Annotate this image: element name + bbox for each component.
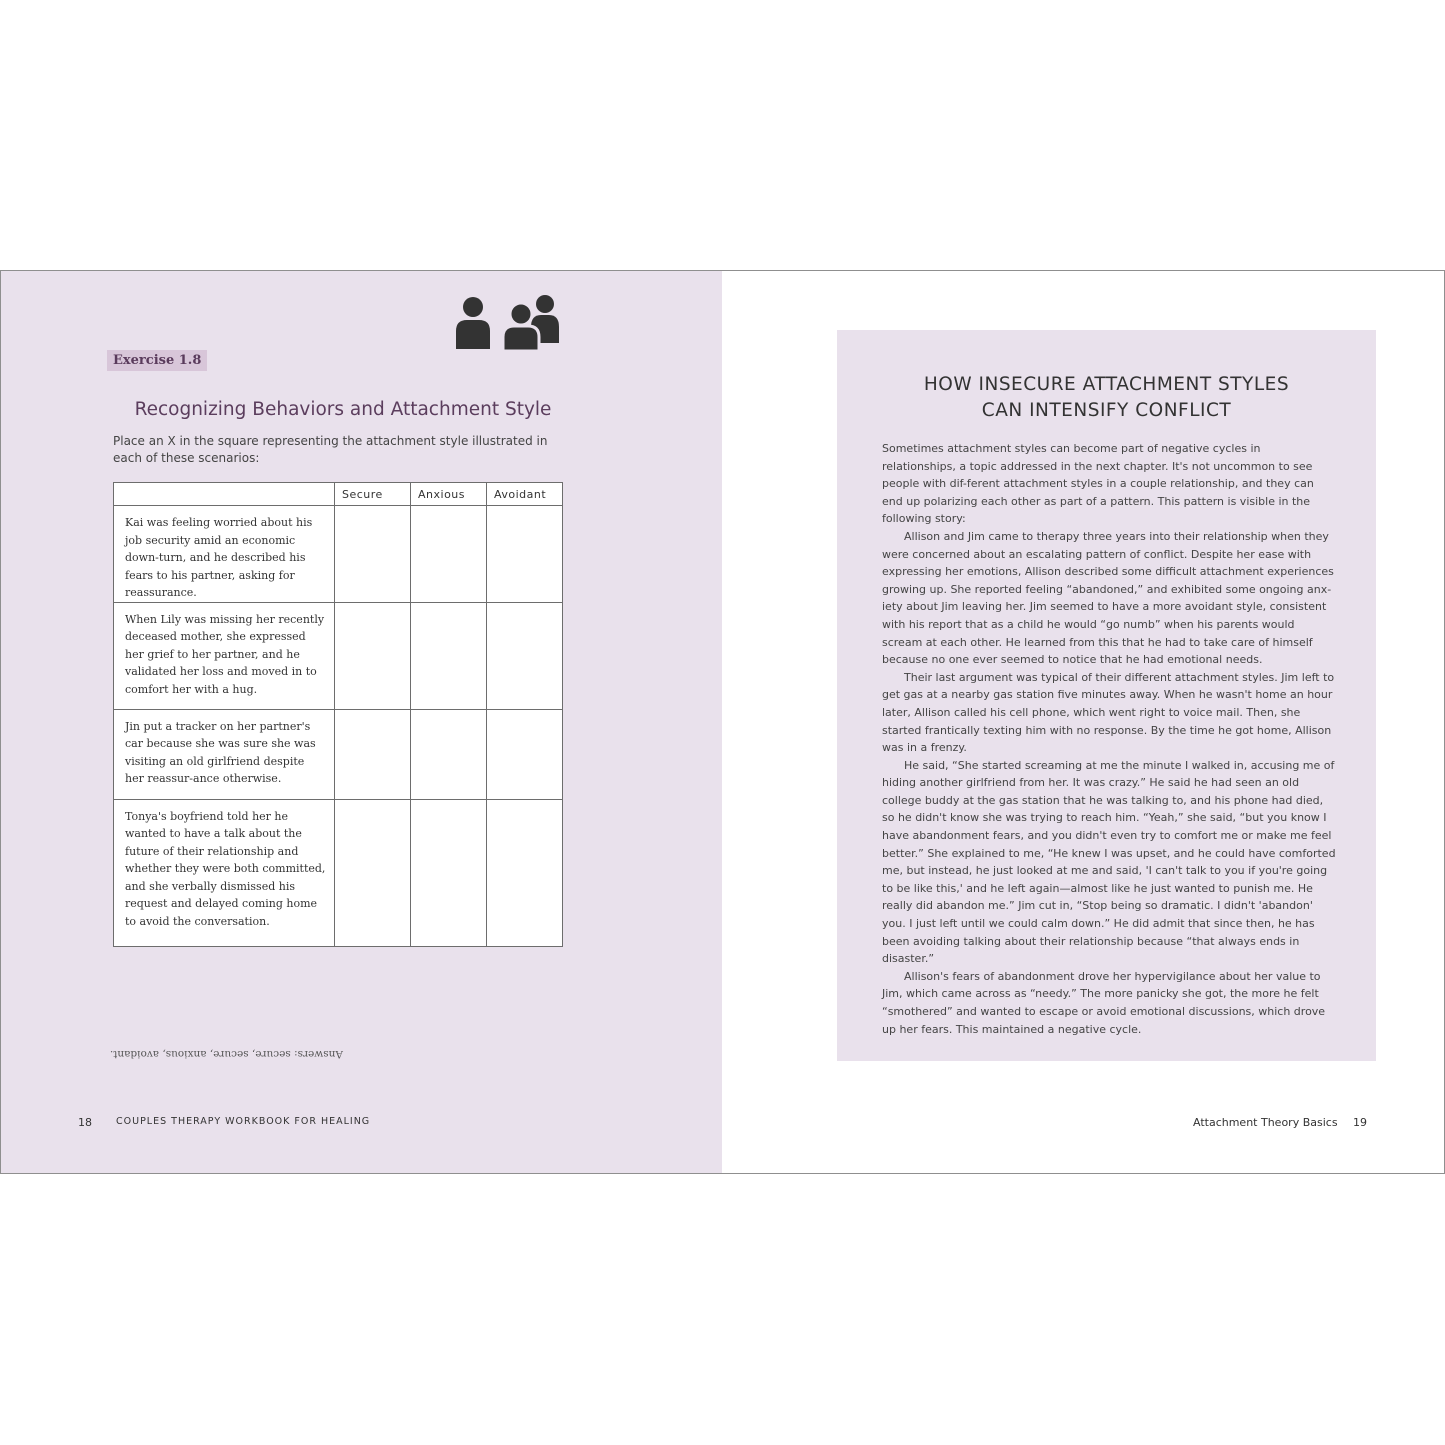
secure-checkbox-cell[interactable]: [335, 709, 411, 799]
scenario-cell: When Lily was missing her recently deceased mother, she expressed her grief to her partner, and he validated her loss and moved in to comfort her with a hug.: [114, 602, 335, 709]
secure-checkbox-cell[interactable]: [335, 799, 411, 946]
running-head-right: Attachment Theory Basics: [1193, 1116, 1338, 1129]
book-spread: [0, 270, 1445, 1174]
column-header-scenario: [114, 483, 335, 506]
paragraph: Sometimes attachment styles can become part of negative cycles in relationships, a topic addressed in the next chapter. It's not uncommon to see people with dif-ferent attachment styles in a couple relationship, and they can end up polarizing each other as part of a pattern. This pattern is visible in the following story:: [882, 442, 1314, 526]
avoidant-checkbox-cell[interactable]: [487, 709, 563, 799]
running-head-left: COUPLES THERAPY WORKBOOK FOR HEALING: [116, 1116, 371, 1127]
table-row: [114, 799, 563, 946]
sidebar-title-line-1: HOW INSECURE ATTACHMENT STYLES: [923, 374, 1290, 395]
table-row: [114, 709, 563, 799]
column-header-avoidant: Avoidant: [487, 483, 563, 506]
paragraph: He said, “She started screaming at me the minute I walked in, accusing me of hiding another girlfriend from her. It was crazy.” He said he had seen an old college buddy at the gas station that he was talking to, and his phone had died, so he didn't know she was trying to reach him. “Yeah,” she said, “but you know I have abandonment fears, and you didn't even try to comfort me or make me feel better.” She explained to me, “He knew I was upset, and he could have comforted me, but instead, he just looked at me and said, 'I can't talk to you if you're going to be like this,' and he left again—almost like he just wanted to punish me. He really did abandon me.” Jim cut in, “Stop being so dramatic. I didn't 'abandon' you. I just left until we could calm down.” He did admit that since then, he has been avoiding talking about their relationship because “that always ends in disaster.”: [882, 758, 1336, 966]
column-header-anxious: Anxious: [411, 483, 487, 506]
table-row: [114, 506, 563, 603]
paragraph: Their last argument was typical of their different attachment styles. Jim left to get gas at a nearby gas station five minutes away. When he wasn't home an hour later, Allison called his cell phone, which went right to voice mail. Then, she started frantically texting him with no response. By the time he got home, Allison was in a frenzy.: [882, 670, 1335, 755]
upside-down-answers: Answers: secure, secure, anxious, avoidant.: [109, 1048, 343, 1060]
secure-checkbox-cell[interactable]: [335, 506, 411, 603]
avoidant-checkbox-cell[interactable]: [487, 506, 563, 603]
left-page: [1, 271, 722, 1173]
table-header-row: [114, 483, 563, 506]
exercise-title: Recognizing Behaviors and Attachment Style: [134, 399, 552, 420]
avoidant-checkbox-cell[interactable]: [487, 799, 563, 946]
anxious-checkbox-cell[interactable]: [411, 602, 487, 709]
scenario-cell: Kai was feeling worried about his job security amid an economic down-turn, and he described his fears to his partner, asking for reassurance.: [114, 506, 335, 603]
anxious-checkbox-cell[interactable]: [411, 506, 487, 603]
attachment-style-table: [113, 482, 563, 947]
sidebar-title: [837, 372, 1376, 424]
avoidant-checkbox-cell[interactable]: [487, 602, 563, 709]
right-page: [722, 271, 1444, 1173]
page-number-left: 18: [78, 1116, 92, 1129]
scenario-cell: Tonya's boyfriend told her he wanted to have a talk about the future of their relationship and whether they were both committed, and she verbally dismissed his request and delayed coming home to avoid the conversation.: [114, 799, 335, 946]
page-number-right: 19: [1353, 1116, 1367, 1129]
paragraph: Allison's fears of abandonment drove her hypervigilance about her value to Jim, which came across as “needy.” The more panicky she got, the more he felt “smothered” and wanted to escape or avoid emotional discussions, which drove up her fears. This maintained a negative cycle.: [882, 969, 1326, 1036]
sidebar-box: [837, 330, 1376, 1061]
people-group-icon: [453, 293, 561, 351]
exercise-instructions: Place an X in the square representing the attachment style illustrated in each of these scenarios:: [113, 434, 548, 465]
scenario-cell: Jin put a tracker on her partner's car because she was sure she was visiting an old girlfriend despite her reassur-ance otherwise.: [114, 709, 335, 799]
anxious-checkbox-cell[interactable]: [411, 799, 487, 946]
exercise-label: Exercise 1.8: [107, 350, 207, 371]
column-header-secure: Secure: [335, 483, 411, 506]
table-row: [114, 602, 563, 709]
sidebar-title-line-2: CAN INTENSIFY CONFLICT: [981, 400, 1232, 421]
sidebar-body: [882, 440, 1336, 1038]
anxious-checkbox-cell[interactable]: [411, 709, 487, 799]
secure-checkbox-cell[interactable]: [335, 602, 411, 709]
paragraph: Allison and Jim came to therapy three years into their relationship when they were concerned about an escalating pattern of conflict. Despite her ease with expressing her emotions, Allison described some difficult attachment experiences growing up. She reported feeling “abandoned,” and exhibited some ongoing anx-iety about Jim leaving her. Jim seemed to have a more avoidant style, consistent with his report that as a child he would “go numb” when his parents would scream at each other. He learned from this that he had to take care of himself because no one ever seemed to notice that he had emotional needs.: [882, 529, 1334, 667]
